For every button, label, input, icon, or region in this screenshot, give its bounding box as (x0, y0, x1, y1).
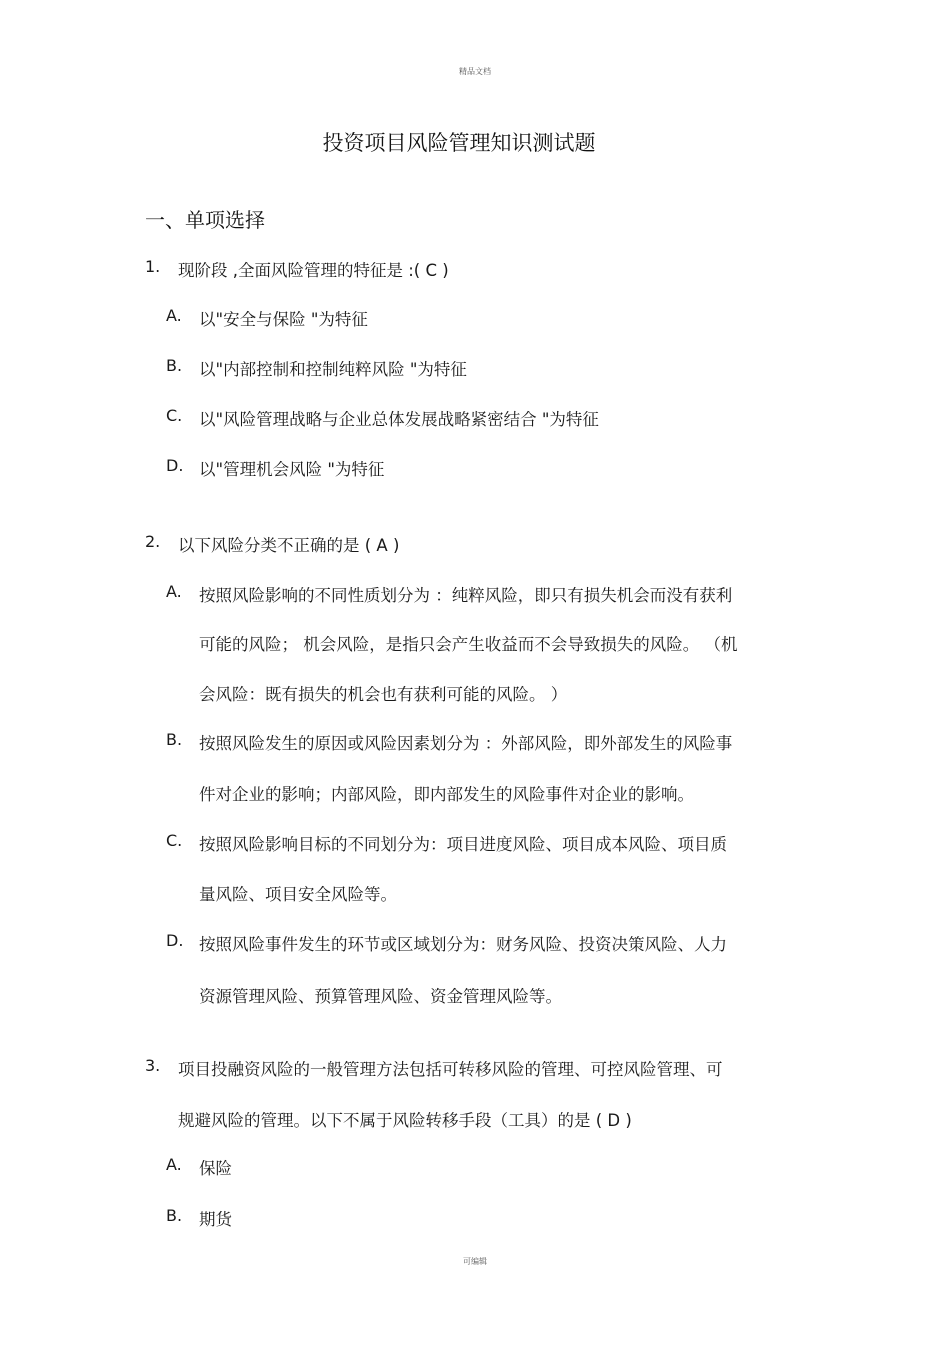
option-label: D. (166, 931, 184, 950)
option-label: A. (166, 582, 182, 601)
option-label: C. (166, 831, 183, 850)
option-label: B. (166, 356, 183, 375)
option-text-line: 资源管理风险、预算管理风险、资金管理风险等。 (199, 987, 562, 1006)
question-number: 1. (145, 257, 161, 276)
header-note: 精品文档 (459, 67, 491, 76)
option-text: 以"风险管理战略与企业总体发展战略紧密结合 "为特征 (199, 410, 599, 429)
option-text: 以"管理机会风险 "为特征 (199, 460, 385, 479)
option-text-line: 可能的风险； 机会风险，是指只会产生收益而不会导致损失的风险。 （机 (199, 635, 738, 654)
document-title: 投资项目风险管理知识测试题 (322, 131, 596, 155)
question-number: 3. (145, 1056, 161, 1075)
option-text-line: 会风险：既有损失的机会也有获利可能的风险。 ） (199, 685, 568, 704)
option-label: A. (166, 306, 182, 325)
option-label: A. (166, 1155, 182, 1174)
option-label: D. (166, 456, 184, 475)
option-label: B. (166, 730, 183, 749)
option-text: 以"安全与保险 "为特征 (199, 310, 368, 329)
question-number: 2. (145, 532, 161, 551)
option-text-line: 按照风险发生的原因或风险因素划分为 ：外部风险，即外部发生的风险事 (199, 734, 733, 753)
question-stem-line: 规避风险的管理。以下不属于风险转移手段（工具）的是 ( D ) (178, 1111, 632, 1130)
option-text: 保险 (199, 1159, 232, 1178)
option-text: 以"内部控制和控制纯粹风险 "为特征 (199, 360, 467, 379)
question-stem: 现阶段 ,全面风险管理的特征是 :( C ) (178, 261, 449, 280)
question-stem: 以下风险分类不正确的是 ( A ) (178, 536, 400, 555)
footer-note: 可编辑 (463, 1257, 487, 1266)
question-stem-line: 项目投融资风险的一般管理方法包括可转移风险的管理、可控风险管理、可 (178, 1060, 723, 1079)
option-label: B. (166, 1206, 183, 1225)
option-text-line: 按照风险影响的不同性质划分为 ：纯粹风险，即只有损失机会而没有获利 (199, 586, 733, 605)
section-heading: 一、单项选择 (145, 208, 265, 232)
option-text-line: 按照风险影响目标的不同划分为：项目进度风险、项目成本风险、项目质 (199, 835, 727, 854)
option-text: 期货 (199, 1210, 232, 1229)
option-text-line: 件对企业的影响；内部风险，即内部发生的风险事件对企业的影响。 (199, 785, 694, 804)
option-text-line: 按照风险事件发生的环节或区域划分为：财务风险、投资决策风险、人力 (199, 935, 727, 954)
option-text-line: 量风险、项目安全风险等。 (199, 885, 397, 904)
option-label: C. (166, 406, 183, 425)
